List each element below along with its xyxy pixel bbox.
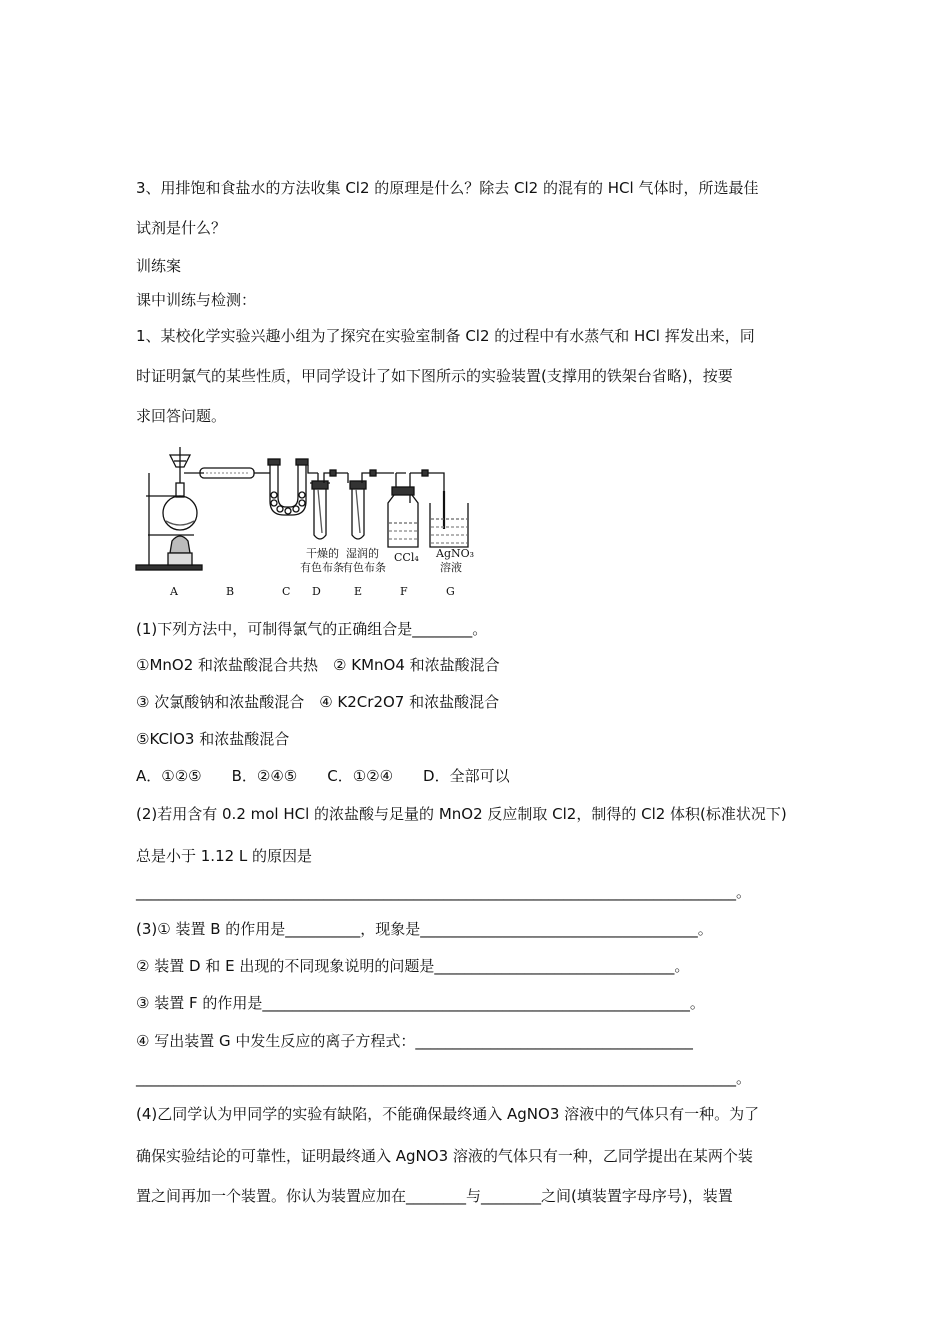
part4-line-3: 置之间再加一个装置。你认为装置应加在________与________之间(填装置字母序号)，装置 [136,1187,733,1205]
section-title: 训练案 [136,257,182,275]
part1-question: (1)下列方法中，可制得氯气的正确组合是________。 [136,620,488,638]
label-d-line1: 干燥的 [306,547,339,560]
apparatus-f [388,470,444,547]
subsection-title: 课中训练与检测： [136,291,257,309]
apparatus-b [200,468,270,478]
apparatus-d [310,470,348,539]
problem1-intro-line-2: 时证明氯气的某些性质，甲同学设计了如下图所示的实验装置(支撑用的铁架台省略)，按要 [136,367,733,385]
problem1-intro-line-1: 1、某校化学实验兴趣小组为了探究在实验室制备 Cl2 的过程中有水蒸气和 HCl 挥发出来，同 [136,327,755,345]
apparatus-a [136,447,204,570]
letter-a: A [170,585,178,598]
part2-answer-blank: ________________________________________________________________________________。 [136,883,752,901]
label-g-line2: 溶液 [440,561,462,574]
apparatus-figure [134,443,494,603]
apparatus-c [268,459,318,515]
q3-line-2: 试剂是什么？ [136,219,227,237]
letter-f: F [400,585,408,598]
label-e-line2: 有色布条 [342,561,386,574]
letter-d: D [312,585,321,598]
part3-sub2: ② 装置 D 和 E 出现的不同现象说明的问题是________________________________。 [136,957,690,975]
part2-line-1: (2)若用含有 0.2 mol HCl 的浓盐酸与足量的 MnO2 反应制取 Cl2，制得的 Cl2 体积(标准状况下) [136,805,787,823]
part1-options-3-4: ③ 次氯酸钠和浓盐酸混合 ④ K2Cr2O7 和浓盐酸混合 [136,693,500,711]
problem1-intro-line-3: 求回答问题。 [136,407,227,425]
label-f: CCl₄ [394,551,419,564]
q3-line-1: 3、用排饱和食盐水的方法收集 Cl2 的原理是什么？除去 Cl2 的混有的 HCl 气体时，所选最佳 [136,179,759,197]
label-d-line2: 有色布条 [300,561,344,574]
label-g-line1: AgNO₃ [436,547,475,560]
part3-sub1: (3)① 装置 B 的作用是__________，现象是_____________________________________。 [136,920,713,938]
apparatus-g [430,491,468,547]
part3-sub3: ③ 装置 F 的作用是_________________________________________________________。 [136,994,705,1012]
part4-line-2: 确保实验结论的可靠性，证明最终通入 AgNO3 溶液的气体只有一种，乙同学提出在某两个装 [136,1147,753,1165]
letter-g: G [446,585,455,598]
letter-b: B [226,585,235,598]
letter-e: E [354,585,363,598]
part1-options-1-2: ①MnO2 和浓盐酸混合共热 ② KMnO4 和浓盐酸混合 [136,656,500,674]
part4-line-1: (4)乙同学认为甲同学的实验有缺陷，不能确保最终通入 AgNO3 溶液中的气体只有一种。为了 [136,1105,760,1123]
apparatus-e [348,470,394,539]
part1-choices: A．①②⑤ B．②④⑤ C．①②④ D．全部可以 [136,767,510,785]
part1-option-5: ⑤KClO3 和浓盐酸混合 [136,730,290,748]
part2-line-2: 总是小于 1.12 L 的原因是 [136,847,313,865]
label-e-line1: 湿润的 [346,547,379,560]
letter-c: C [282,585,291,598]
part3-sub4: ④ 写出装置 G 中发生反应的离子方程式：_____________________________________ [136,1032,693,1050]
part3-sub4-blank: ________________________________________________________________________________。 [136,1069,752,1087]
